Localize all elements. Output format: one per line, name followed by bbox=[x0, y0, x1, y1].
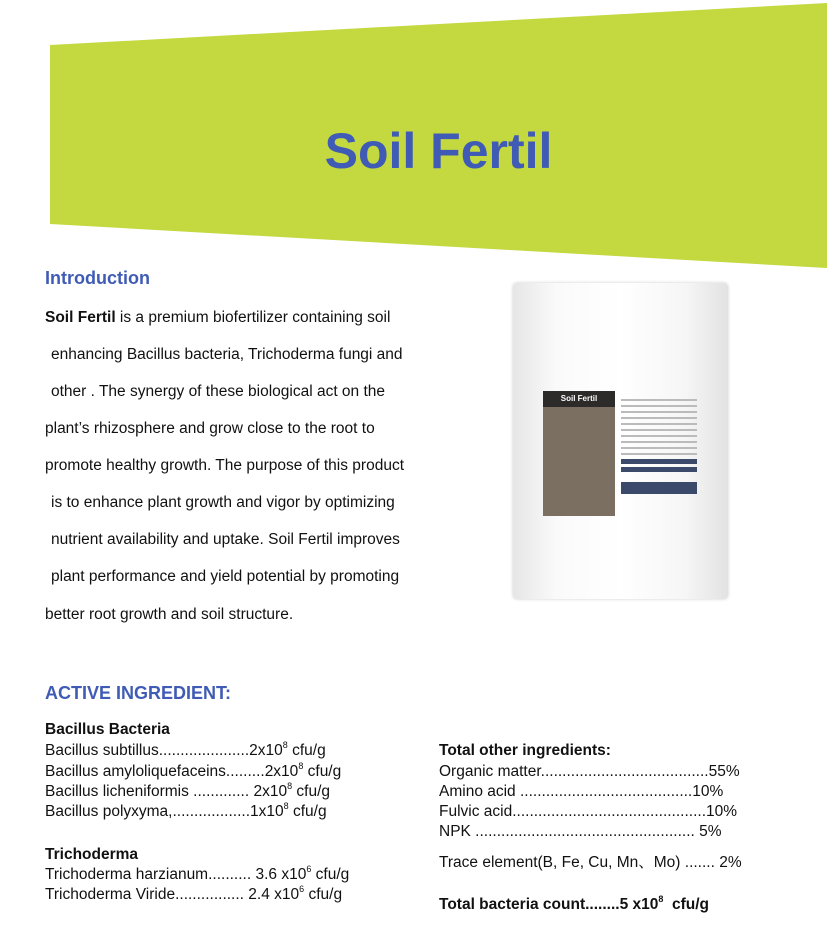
intro-line: nutrient availability and uptake. Soil Fertil improves bbox=[51, 531, 400, 548]
intro-text: is a premium biofertilizer containing soil bbox=[115, 309, 391, 326]
trichoderma-item: Trichoderma harzianum.......... 3.6 $x10^6$ cfu/g bbox=[45, 864, 350, 883]
intro-line: plant performance and yield potential by promoting bbox=[51, 568, 400, 585]
introduction-heading: Introduction bbox=[45, 268, 150, 288]
product-bag-image bbox=[513, 283, 728, 599]
intro-line: enhancing Bacillus bacteria, Trichoderma fungi and bbox=[51, 346, 403, 363]
bacillus-item: Bacillus licheniformis ............. $2x10^8$ cfu/g bbox=[45, 781, 331, 800]
bag-label-details bbox=[621, 395, 697, 515]
other-ingredient-item: Trace element(B, Fe, Cu, Mn、Mo) ....... 2% bbox=[439, 854, 742, 871]
other-ingredients-heading: Total other ingredients: bbox=[439, 742, 611, 759]
intro-line: promote healthy growth. The purpose of this product bbox=[45, 457, 405, 474]
bacillus-item: Bacillus $polyxyma,..................1x10^8$ cfu/g bbox=[45, 801, 327, 820]
trichoderma-heading: Trichoderma bbox=[45, 846, 139, 863]
trichoderma-item: Trichoderma Viride................ 2.4 $x10^6$ cfu/g bbox=[45, 884, 343, 903]
intro-line: plant’s rhizosphere and grow close to the root to bbox=[45, 420, 375, 437]
page-title: Soil Fertil bbox=[324, 123, 553, 179]
other-ingredient-item: Fulvic acid.............................................10% bbox=[439, 803, 738, 820]
bacillus-item: Bacillus $subtillus.....................2x10^8$ cfu/g bbox=[45, 740, 326, 759]
other-ingredient-item: NPK ................................................... 5% bbox=[439, 823, 722, 840]
other-ingredient-item: Amino acid ........................................10% bbox=[439, 783, 724, 800]
intro-lead-bold: Soil Fertil bbox=[45, 309, 116, 326]
bag-label-panel bbox=[543, 391, 615, 516]
bacillus-heading: Bacillus Bacteria bbox=[45, 721, 170, 738]
intro-line: other . The synergy of these biological act on the bbox=[51, 383, 386, 400]
total-bacteria-count: Total bacteria count........5 $x10^8$ cfu/g bbox=[439, 894, 710, 913]
intro-line: is to enhance plant growth and vigor by optimizing bbox=[51, 494, 395, 511]
active-ingredient-heading: ACTIVE INGREDIENT: bbox=[45, 683, 232, 703]
intro-line: better root growth and soil structure. bbox=[45, 606, 294, 623]
bag-label-title: Soil Fertil bbox=[543, 391, 615, 407]
intro-line bbox=[45, 309, 390, 327]
other-ingredient-item: Organic matter.......................................55% bbox=[439, 763, 740, 780]
bacillus-item: Bacillus $amyloliquefaceins.........2x10^8$ cfu/g bbox=[45, 761, 342, 780]
